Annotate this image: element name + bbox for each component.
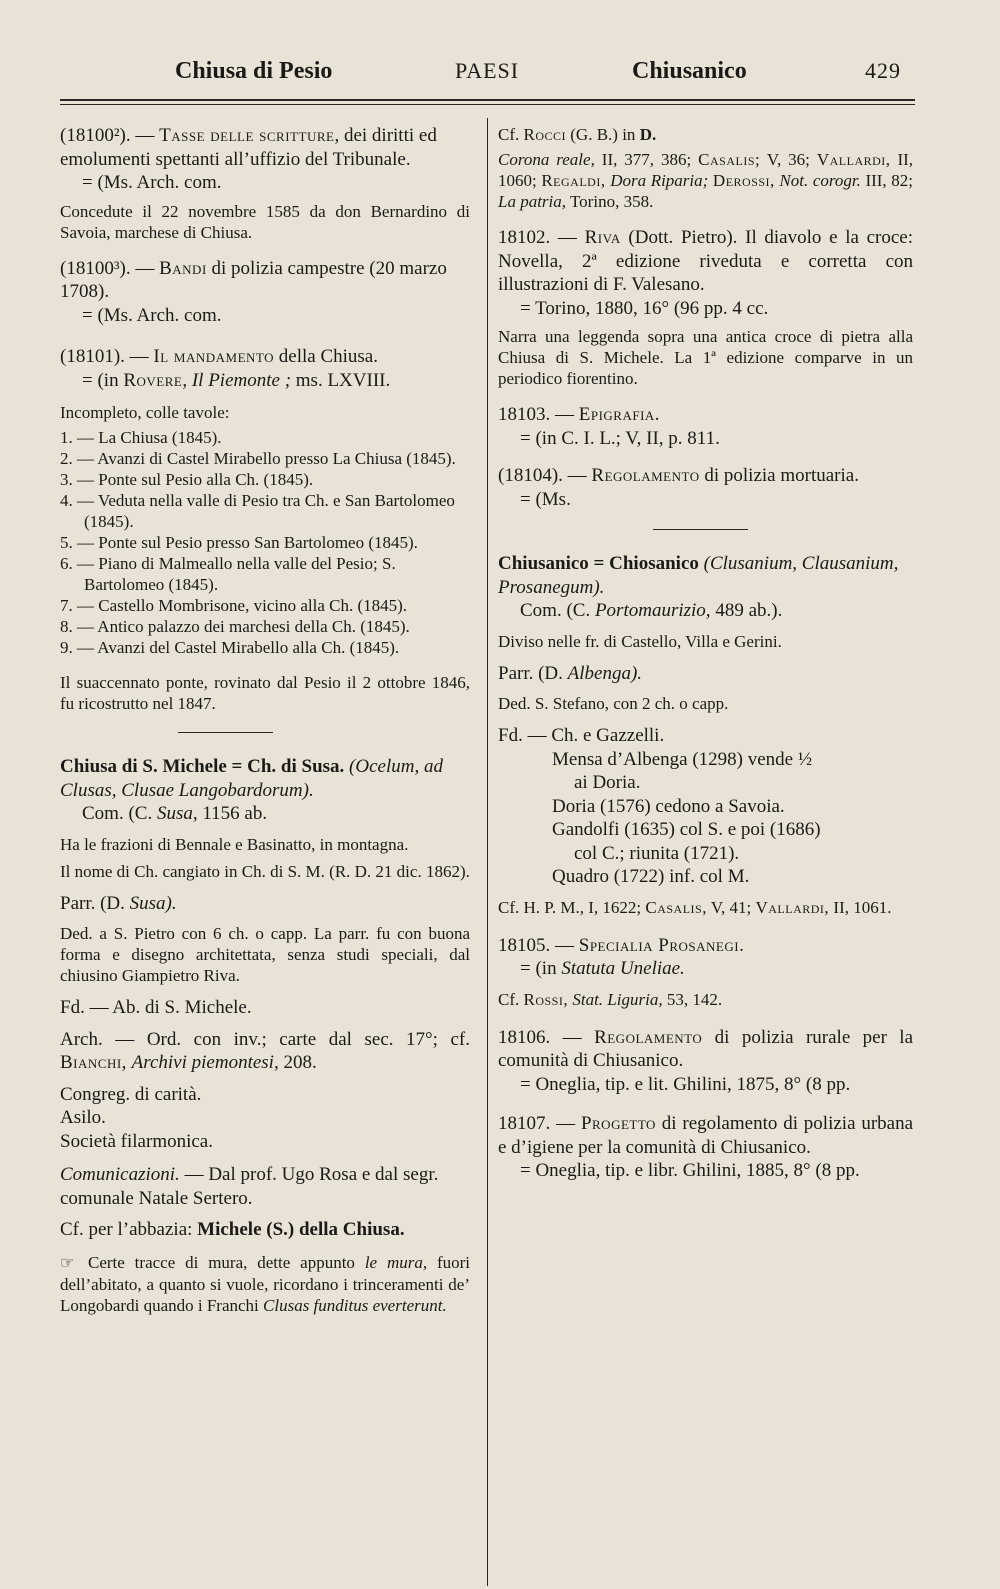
cf-pages: 53, 142. [666,989,723,1009]
dedication-note: Ded. S. Stefano, con 2 ch. o capp. [498,694,729,713]
entry-18100-2: (18100²). — Tasse delle scritture, dei diritti ed emolumenti spettanti all’uffizio del Tribunale. = (Ms. Arch. com. Concedute il 22 novembre 1585 da don Bernardino di Savoia, marchese di Chiusa. [60,125,470,242]
feud-line: Doria (1576) cedono a Savoia. [552,795,785,817]
entry-18104 [498,464,913,511]
header-center-title: PAESI [455,58,520,83]
ref-work: La patria, [498,192,567,211]
ref-work: Corona reale, [498,150,595,169]
cf-work: Stat. Liguria, [572,989,663,1009]
plate-item: 6. — Piano di Malmeallo nella valle del Pesio; S. Bartolomeo (1845). [60,554,396,594]
ref-author: Derossi, [712,171,775,190]
entry-title: Epigrafia. [578,404,661,425]
cf-ref: D. [639,125,657,144]
plates-list [60,427,470,658]
plate-item: 7. — Castello Mombrisone, vicino alla Ch. (1845). [60,596,408,615]
tail-latin: Clusas funditus everterunt. [263,1295,447,1315]
parish-diocese: Susa). [129,892,177,914]
left-column [60,124,470,1316]
entry-number: 18107. — [498,1113,576,1134]
right-column [498,124,913,1183]
plate-item: 5. — Ponte sul Pesio presso San Bartolomeo (1845). [60,533,418,552]
feud-line: Fd. — Ch. e Gazzelli. [498,725,665,746]
tail-text-2: fuori dell’abitato, a quanto si vuole, ricordano i trinceramenti de’ Longobardi quando i Franchi [60,1252,471,1315]
entry-18105 [498,934,913,1010]
cf-label: Cf. [498,125,520,144]
entry-18102 [498,226,913,389]
separator [178,732,273,733]
cf-label: Cf. [498,989,520,1009]
entry-text: di polizia campestre (20 marzo 1708). [60,257,447,302]
plate-item: 9. — Avanzi del Castel Mirabello alla Ch. (1845). [60,638,400,657]
plate-item: 2. — Avanzi di Castel Mirabello presso La Chiusa (1845). [60,449,456,468]
place-chiusanico [498,552,913,918]
entry-text: , dei diritti ed emolumenti spettanti all’uffizio del Tribunale. [60,125,437,170]
entry-location: = Torino, 1880, 16° (96 pp. 4 cc. [520,297,769,319]
entry-number: (18104). — [498,465,587,486]
place-note-frazioni: Ha le frazioni di Bennale e Basinatto, in montagna. [60,834,409,854]
feud-line: Fd. — Ab. di S. Michele. [60,997,252,1018]
header-left-title: Chiusa di Pesio [175,58,333,84]
entry-intro: Incompleto, colle tavole: [60,403,230,422]
plate-item: 3. — Ponte sul Pesio alla Ch. (1845). [60,470,314,489]
plate-item: 1. — La Chiusa (1845). [60,428,222,447]
ref-pages: V, 36; [766,150,810,169]
place-chiusa-di-s-michele [60,755,470,1316]
entry-18106 [498,1026,913,1097]
entry-location: = (in [520,958,557,979]
commune-province: Susa, [156,803,198,824]
archive-text: Arch. — Ord. con inv.; carte dal sec. 17°; cf. [60,1028,470,1050]
cf-references [498,149,913,212]
entry-location: = Oneglia, tip. e libr. Ghilini, 1885, 8° (8 pp. [520,1160,860,1181]
institution-charity: Congreg. di carità. [60,1083,202,1105]
column-divider [487,118,488,1586]
institution-band: Società filarmonica. [60,1130,213,1152]
ref-work: Dora Riparia; [610,171,709,190]
archive-work: Archivi piemontesi, [131,1052,279,1073]
cf-author: Rossi, [523,989,569,1009]
entry-location: = (in C. I. L.; V, II, p. 811. [520,427,720,449]
pointing-hand-icon: ☞ [60,1254,75,1272]
cf-text: (G. B.) in [570,125,636,144]
place-name: Chiusa di S. Michele = Ch. di Susa. [60,756,345,777]
entry-note: Il suaccennato ponte, rovinato dal Pesio il 2 ottobre 1846, fu ricostrutto nel 1847. [60,673,470,713]
entry-location: = (Ms. Arch. com. [82,304,222,326]
ref-pages: Torino, 358. [569,192,654,211]
ref-pages: II, 1060; [498,150,914,190]
entry-author: Rovere [123,369,183,391]
entry-text: di polizia rurale per la comunità di Chiusanico. [498,1026,914,1071]
entry-18100-3: (18100³). — Bandi di polizia campestre (20 marzo 1708). = (Ms. Arch. com. [60,257,470,328]
entry-location: = Oneglia, tip. e lit. Ghilini, 1875, 8° (8 pp. [520,1073,851,1095]
commune-label: Com. (C. [520,600,591,621]
feud-line: Gandolfi (1635) col S. e poi (1686) [552,819,821,840]
separator [653,529,748,530]
ref-author: Regaldi, [541,171,606,190]
cf-text: Cf. per l’abbazia: [60,1219,193,1240]
entry-number: (18100²). [60,125,131,146]
ref-author: Casalis; [698,150,761,169]
entry-18103 [498,403,913,450]
ref-work: Not. corogr. [779,171,861,190]
feud-line: Quadro (1722) inf. col M. [552,866,750,887]
entry-title: Regolamento [591,465,700,486]
entry-location: = (in [82,369,119,391]
feud-line: ai Doria. [574,772,641,793]
entry-work: Il Piemonte ; [191,369,292,391]
entry-note: Concedute il 22 novembre 1585 da don Bernardino di Savoia, marchese di Chiusa. [60,201,470,242]
entry-text: della Chiusa. [278,346,378,367]
place-latin-names: (Clusanium, Clausanium, Prosanegum). [498,553,899,598]
entry-number: 18106. — [498,1026,582,1048]
cf-author: Rocci [523,125,567,144]
header-right-title: Chiusanico [632,58,747,84]
entry-title: Tasse delle scritture [159,125,335,146]
ref-pages: III, 82; [865,171,914,190]
entry-18101: (18101). — Il mandamento della Chiusa. = (in Rovere, Il Piemonte ; ms. LXVIII. Incompleto, colle tavole: 1. — La Chiusa (1845). 2. — Avanzi di Castel Mirabello presso La Chiusa (1845). 3. — Ponte sul Pesio alla Ch. (1845). 4. — Veduta nella valle di Pesio tra Ch. e San Bartolomeo (1845). 5. — Ponte sul Pesio presso San Bartolomeo (1845). 6. — Piano di Malmeallo nella valle del Pesio; S. Bartolomeo (1845). 7. — Castello Mombrisone, vicino alla Ch. (1845). 8. — Antico palazzo dei marchesi della Ch. (1845). 9. — Avanzi del Castel Mirabello alla Ch. (1845). Il suaccennato ponte, rovinato dal Pesio il 2 ottobre 1846, fu ricostrutto nel 1847. [60,346,470,713]
place-latin-names: (Ocelum, ad Clusas, Clusae Langobardorum). [60,756,443,801]
archive-author: Bianchi, [60,1052,127,1073]
header-rule-thin [60,104,915,105]
place-name: Chiusanico = Chiosanico [498,553,699,574]
entry-title: Specialia Prosanegi. [578,934,745,956]
communications-text: — Dal prof. Ugo Rosa e dal segr. comunale Natale Sertero. [60,1164,439,1209]
communications-label: Comunicazioni. [60,1164,180,1185]
dedication-note: Ded. a S. Pietro con 6 ch. o capp. La parr. fu con buona forma e disegno architettata, senza studi speciali, dal chiusino Giampietro Riva. [60,924,470,985]
entry-number: (18100³). [60,257,131,279]
entry-text: (Dott. Pietro). Il diavolo e la croce: Novella, 2ª edizione riveduta e corretta con illustrazioni di F. Valesano. [498,227,914,295]
entry-18107 [498,1112,913,1183]
running-header [60,58,940,98]
plate-item: 8. — Antico palazzo dei marchesi della Ch. (1845). [60,617,410,636]
cf-pages: II, 1061. [833,897,892,917]
cf-author: Casalis, [645,897,707,917]
entry-title: Progetto [580,1113,656,1134]
cf-text: Cf. H. P. M., I, 1622; [498,897,642,917]
entry-note: Narra una leggenda sopra una antica croce di pietra alla Chiusa di S. Michele. La 1ª edizione comparve in un periodico fiorentino. [498,327,913,388]
commune-population: 1156 ab. [202,803,268,824]
entry-text: di polizia mortuaria. [704,465,859,486]
plate-item: 4. — Veduta nella valle di Pesio tra Ch. e San Bartolomeo (1845). [60,491,455,531]
archive-page: 208. [283,1052,317,1073]
commune-label: Com. (C. [82,803,153,824]
parish-diocese: Albenga). [567,662,643,684]
header-rule-thick [60,99,915,101]
page-number: 429 [865,58,901,83]
ref-pages: II, 377, 386; [601,150,692,169]
entry-text: di regolamento di polizia urbana e d’igiene per la comunità di Chiusanico. [498,1113,914,1158]
commune-population: 489 ab.). [715,600,783,621]
entry-author: Riva [584,227,621,248]
tail-text: Certe tracce di mura, dette appunto [88,1252,355,1272]
entry-location: = (Ms. Arch. com. [82,172,222,193]
entry-title: Il mandamento [153,346,275,367]
entry-work: Statuta Uneliae. [561,958,685,979]
parish-label: Parr. (D. [60,892,125,914]
ref-author: Vallardi, [816,150,891,169]
entry-title: Regolamento [594,1026,703,1048]
entry-location-shelf: ms. LXVIII. [295,369,391,391]
cf-abbey: Michele (S.) della Chiusa. [197,1219,405,1240]
entry-number: 18102. — [498,227,577,248]
entry-number: 18105. — [498,934,574,956]
entry-number: (18101). [60,346,125,367]
feud-line: col C.; riunita (1721). [574,842,740,864]
tail-mura: le mura, [364,1252,428,1272]
feud-line: Mensa d’Albenga (1298) vende ½ [552,748,813,770]
entry-location: = (Ms. [520,488,571,510]
entry-number: 18103. — [498,404,574,425]
commune-province: Portomaurizio, [594,600,711,621]
place-note-frazioni: Diviso nelle fr. di Castello, Villa e Gerini. [498,631,782,651]
parish-label: Parr. (D. [498,662,563,684]
institution-asylum: Asilo. [60,1107,106,1128]
cf-pages: V, 41; [710,897,752,917]
cf-author: Vallardi, [755,897,830,917]
place-note-name: Il nome di Ch. cangiato in Ch. di S. M. (R. D. 21 dic. 1862). [60,861,470,881]
entry-title: Bandi [159,257,207,279]
